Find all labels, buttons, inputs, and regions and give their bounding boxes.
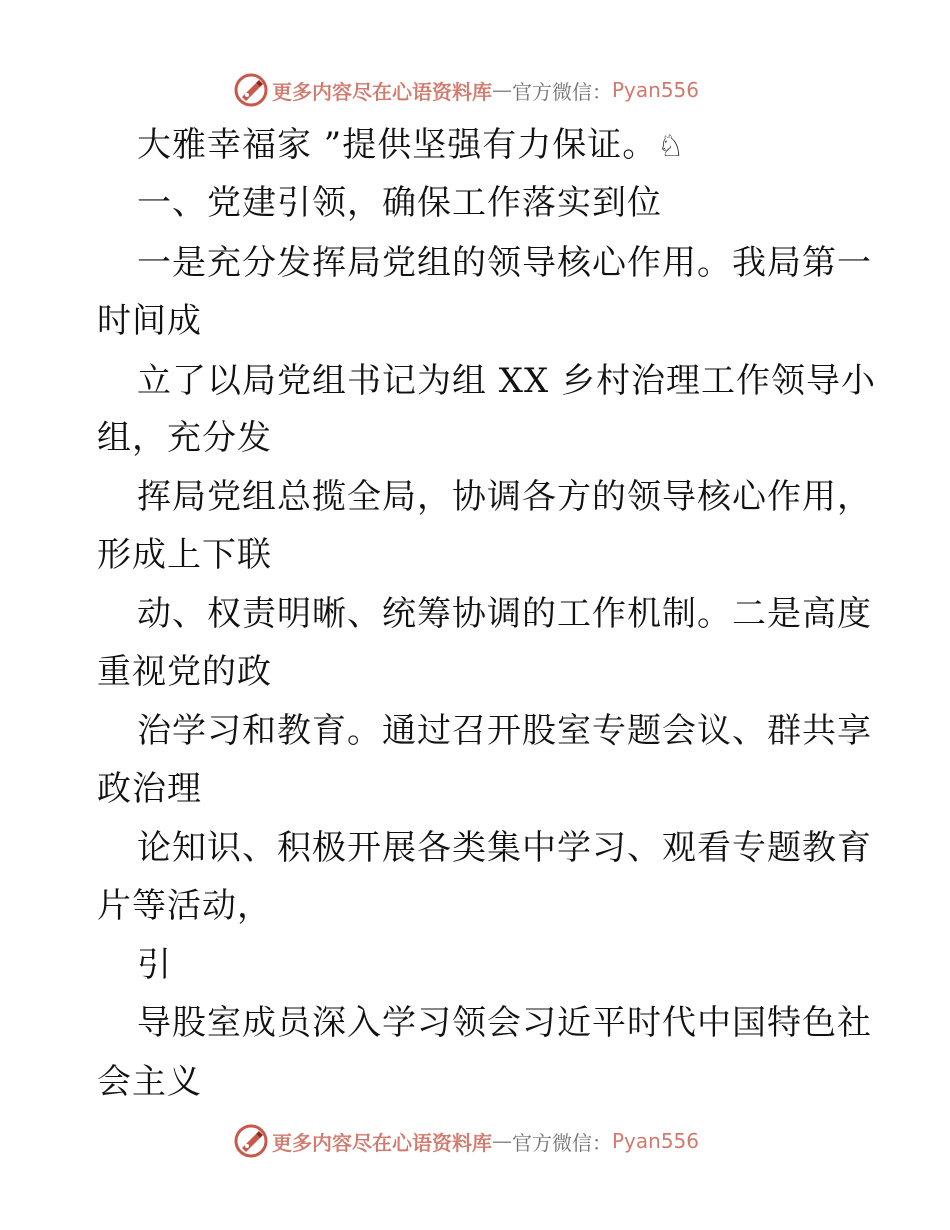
- watermark-wechat-id: Pyan556: [612, 78, 700, 102]
- paragraph-line: 时间成: [97, 301, 202, 341]
- knight-mark-icon: ♘: [657, 129, 686, 164]
- paragraph-line: 引: [137, 945, 172, 985]
- pen-logo-icon: [234, 73, 268, 107]
- paragraph-line: [137, 125, 685, 165]
- paragraph-line: 会主义: [97, 1062, 202, 1102]
- paragraph-line: 挥局党组总揽全局，协调各方的领导核心作用，: [137, 477, 872, 517]
- header-watermark: [234, 72, 699, 108]
- watermark-dash: —: [492, 1129, 512, 1153]
- pen-logo-icon: [234, 1124, 268, 1158]
- paragraph-line: 一是充分发挥局党组的领导核心作用。我局第一: [137, 243, 872, 283]
- section-heading: 一、党建引领，确保工作落实到位: [137, 183, 662, 223]
- paragraph-line: 组，充分发: [97, 418, 272, 458]
- watermark-wechat-id: Pyan556: [612, 1129, 700, 1153]
- paragraph-line: 治学习和教育。通过召开股室专题会议、群共享: [137, 711, 872, 751]
- paragraph-line: 重视党的政: [97, 652, 272, 692]
- watermark-wechat-label: 官方微信：: [512, 1130, 612, 1155]
- paragraph-line: 政治理: [97, 769, 202, 809]
- line-text: 大雅幸福家 ”提供坚强有力保证。: [137, 125, 658, 165]
- paragraph-line: 论知识、积极开展各类集中学习、观看专题教育: [137, 828, 872, 868]
- paragraph-line: 动、权责明晰、统筹协调的工作机制。二是高度: [137, 594, 872, 634]
- watermark-text: 更多内容尽在心语资料库: [272, 79, 492, 104]
- paragraph-line: 片等活动，: [97, 886, 272, 926]
- paragraph-line: 形成上下联: [97, 535, 272, 575]
- watermark-wechat-label: 官方微信：: [512, 79, 612, 104]
- footer-watermark: [234, 1123, 699, 1159]
- watermark-dash: —: [492, 78, 512, 102]
- watermark-text: 更多内容尽在心语资料库: [272, 1130, 492, 1155]
- paragraph-line: 立了以局党组书记为组 XX 乡村治理工作领导小: [137, 361, 877, 401]
- paragraph-line: 导股室成员深入学习领会习近平时代中国特色社: [137, 1003, 872, 1043]
